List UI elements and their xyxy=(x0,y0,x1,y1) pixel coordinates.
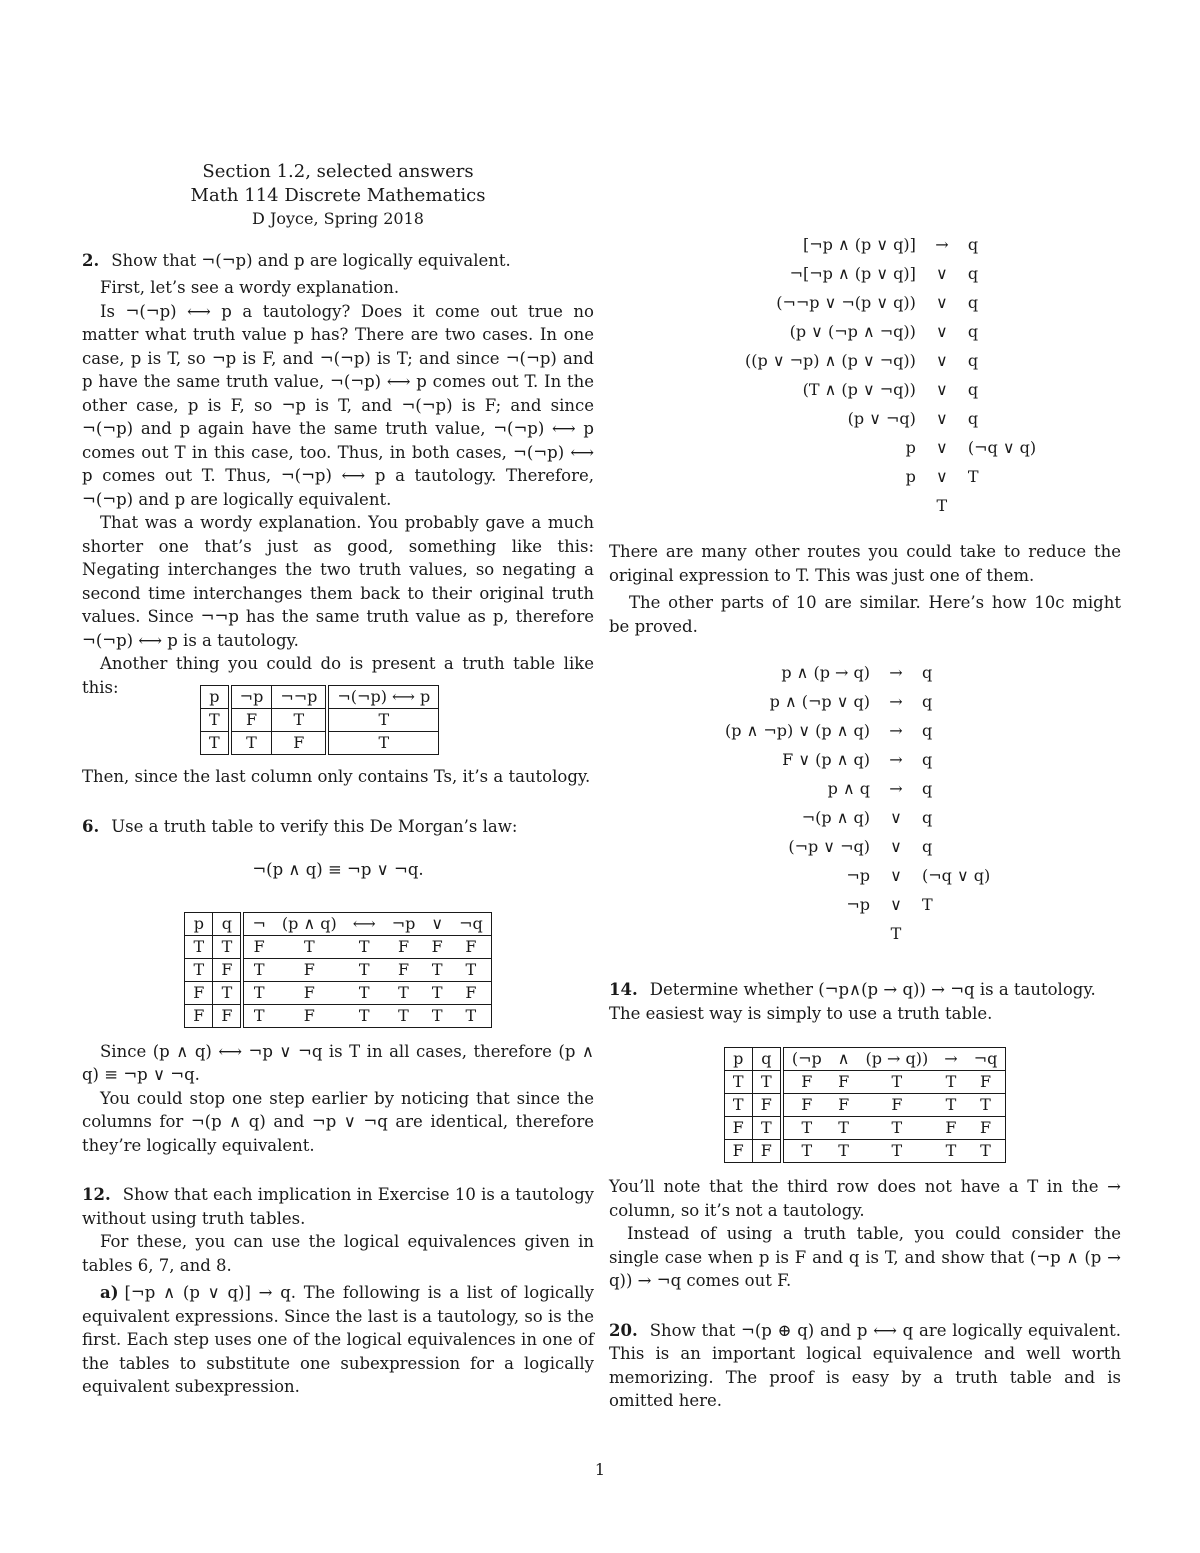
q12-para-1: For these, you can use the logical equivalences given in tables 6, 7, and 8. xyxy=(82,1232,594,1275)
derivation-cell: T xyxy=(967,467,979,486)
q12-para-2: There are many other routes you could take to reduce the original expression to T. This was just one of them. xyxy=(609,542,1121,585)
q12-part-a-label: a) xyxy=(100,1283,119,1302)
derivation-cell: q xyxy=(922,779,933,798)
table-cell: T xyxy=(423,981,451,1004)
q12-part-a xyxy=(82,1281,594,1399)
derivation-row xyxy=(739,404,1042,433)
table-cell: F xyxy=(830,1094,858,1117)
table-cell: T xyxy=(936,1094,965,1117)
derivation-cell: ∨ xyxy=(936,409,948,428)
table-row xyxy=(201,732,439,755)
derivation-cell: ∨ xyxy=(936,467,948,486)
table-cell: F xyxy=(185,981,213,1004)
derivation-row xyxy=(719,716,996,745)
table-header-cell: ¬q xyxy=(451,912,491,935)
table-cell: T xyxy=(345,935,384,958)
q12-prompt: Show that each implication in Exercise 10 is a tautology without using truth tables. xyxy=(82,1185,594,1228)
derivation-cell: q xyxy=(922,808,933,827)
derivation-row xyxy=(739,462,1042,491)
q12-part-a-text: [¬p ∧ (p ∨ q)] → q. The following is a list of logically equivalent expressions. Since the last is a tautology, so is the first. Each step uses one of the logical equivalences in one of the tables to substitute one subexpression for a logically equivalent subexpression. xyxy=(82,1283,594,1396)
table-cell: F xyxy=(213,958,243,981)
table-header-cell: ∧ xyxy=(830,1048,858,1071)
derivation-cell: ((p ∨ ¬p) ∧ (p ∨ ¬q)) xyxy=(745,351,916,370)
q14-para-0: The easiest way is simply to use a truth table. xyxy=(609,1003,993,1023)
derivation-cell: T xyxy=(936,496,948,515)
q2-para-2: Is ¬(¬p) ⟷ p a tautology? Does it come out true no matter what truth value p has? There are two cases. In one case, p is T, so ¬p is F, and ¬(¬p) is T; and since ¬(¬p) and p have the same truth value, ¬(¬p) ⟷ p comes out T. In the other case, p is F, so ¬p is T, and ¬(¬p) is F; and since ¬(¬p) and p again have the same truth value, ¬(¬p) ⟷ p comes out T in this case, too. Thus, in both cases, ¬(¬p) ⟷ p comes out T. Thus, ¬(¬p) ⟷ p a tautology. Therefore, ¬(¬p) and p are logically equivalent. xyxy=(82,301,594,509)
table-cell: F xyxy=(272,732,328,755)
table-cell: T xyxy=(451,958,491,981)
derivation-cell: q xyxy=(922,750,933,769)
derivation-cell: ∨ xyxy=(890,808,902,827)
left-column xyxy=(82,160,594,1399)
table-cell: T xyxy=(345,1004,384,1027)
table-cell: F xyxy=(213,1004,243,1027)
table-cell: F xyxy=(966,1071,1006,1094)
author-line: D Joyce, Spring 2018 xyxy=(252,209,424,228)
table-header-row xyxy=(185,912,491,935)
table-cell: T xyxy=(345,958,384,981)
q2-para-1: First, let’s see a wordy explanation. xyxy=(100,278,400,297)
table-cell: T xyxy=(423,1004,451,1027)
q6-prompt: Use a truth table to verify this De Morgan’s law: xyxy=(111,816,518,836)
table-header-cell: ¬p xyxy=(384,912,424,935)
table-cell: T xyxy=(327,709,438,732)
table-header-cell: ¬q xyxy=(966,1048,1006,1071)
table-cell: T xyxy=(857,1140,936,1163)
table-header-cell: p xyxy=(201,686,230,709)
derivation-row xyxy=(739,433,1042,462)
table-row xyxy=(185,981,491,1004)
derivation-row xyxy=(719,861,996,890)
q20-prompt: Show that ¬(p ⊕ q) and p ⟷ q are logically equivalent. This is an important logical equivalence and well worth memorizing. The proof is easy by a truth table and is omitted here. xyxy=(609,1320,1121,1410)
q2-number: 2. xyxy=(82,250,100,270)
derivation-cell: ¬[¬p ∧ (p ∨ q)] xyxy=(789,264,916,283)
derivation-row xyxy=(739,491,1042,520)
derivation-cell: F ∨ (p ∧ q) xyxy=(782,750,870,769)
table-cell: F xyxy=(423,935,451,958)
table-cell: T xyxy=(752,1071,782,1094)
table-cell: T xyxy=(966,1094,1006,1117)
table-cell: T xyxy=(936,1071,965,1094)
table-cell: F xyxy=(936,1117,965,1140)
table-cell: F xyxy=(830,1071,858,1094)
derivation-cell: (p ∧ ¬p) ∨ (p ∧ q) xyxy=(725,721,870,740)
table-cell: F xyxy=(782,1071,830,1094)
q12-para-3: The other parts of 10 are similar. Here’s how 10c might be proved. xyxy=(609,593,1121,636)
derivation-cell: ∨ xyxy=(936,380,948,399)
derivation-row xyxy=(739,288,1042,317)
table-header-cell: ¬¬p xyxy=(272,686,328,709)
table-row xyxy=(724,1140,1006,1163)
page-number: 1 xyxy=(594,1460,606,1479)
table-cell: F xyxy=(451,935,491,958)
q12-heading xyxy=(82,1183,594,1230)
q2-para-3: That was a wordy explanation. You probably gave a much shorter one that’s just as good, something like this: Negating interchanges the two truth values, so negating a second time interchanges them back to their original truth values. Since ¬¬p has the same truth value as p, therefore ¬(¬p) ⟷ p is a tautology. xyxy=(82,513,594,650)
table-cell: T xyxy=(213,935,243,958)
derivation-cell: ¬p xyxy=(846,866,870,885)
table-cell: T xyxy=(384,1004,424,1027)
derivation-cell: p ∧ (¬p ∨ q) xyxy=(769,692,870,711)
derivation-row xyxy=(719,774,996,803)
table-row xyxy=(185,1004,491,1027)
table-row xyxy=(724,1094,1006,1117)
table-header-cell: ⟷ xyxy=(345,912,384,935)
derivation-cell: ∨ xyxy=(890,837,902,856)
derivation-row xyxy=(719,832,996,861)
table-cell: F xyxy=(274,981,345,1004)
table-row xyxy=(185,935,491,958)
table-cell: T xyxy=(213,981,243,1004)
table-cell: F xyxy=(274,1004,345,1027)
q2-prompt: Show that ¬(¬p) and p are logically equivalent. xyxy=(111,250,511,270)
derivation-row xyxy=(719,890,996,919)
table-cell: T xyxy=(274,935,345,958)
table-cell: F xyxy=(242,935,273,958)
derivation-cell: q xyxy=(967,322,979,341)
derivation-row xyxy=(739,346,1042,375)
table-header-cell: p xyxy=(185,912,213,935)
derivation-cell: q xyxy=(922,721,933,740)
q6-truth-table xyxy=(184,912,491,1028)
derivation-cell: q xyxy=(967,409,979,428)
derivation-cell: q xyxy=(922,692,933,711)
derivation-cell: (¬q ∨ q) xyxy=(922,866,991,885)
table-cell: T xyxy=(185,935,213,958)
derivation-cell: T xyxy=(890,924,902,943)
derivation-cell: ∨ xyxy=(936,438,948,457)
q12-number: 12. xyxy=(82,1185,111,1204)
table-cell: T xyxy=(830,1140,858,1163)
table-cell: T xyxy=(966,1140,1006,1163)
table-cell: F xyxy=(724,1117,752,1140)
derivation-cell: q xyxy=(922,663,933,682)
document-header xyxy=(82,160,594,231)
page-title: Section 1.2, selected answers xyxy=(202,161,474,182)
derivation-cell: p xyxy=(905,438,916,457)
table-cell: T xyxy=(936,1140,965,1163)
derivation-cell: [¬p ∧ (p ∨ q)] xyxy=(803,235,916,254)
derivation-row xyxy=(739,259,1042,288)
table-cell: T xyxy=(423,958,451,981)
q14-prompt: Determine whether (¬p∧(p → q)) → ¬q is a tautology. xyxy=(649,980,1096,999)
table-cell: T xyxy=(185,958,213,981)
table-cell: F xyxy=(966,1117,1006,1140)
right-column-content xyxy=(609,230,1121,1413)
table-cell: T xyxy=(242,958,273,981)
table-header-row xyxy=(201,686,439,709)
derivation-cell: ¬p xyxy=(846,895,870,914)
q20-heading xyxy=(609,1319,1121,1413)
derivation-cell: q xyxy=(967,293,979,312)
derivation-cell xyxy=(916,919,996,948)
table-cell: F xyxy=(451,981,491,1004)
table-header-cell: q xyxy=(752,1048,782,1071)
course-name: Math 114 Discrete Mathematics xyxy=(190,184,486,206)
table-header-cell: (p ∧ q) xyxy=(274,912,345,935)
table-header-cell: → xyxy=(936,1048,965,1071)
derivation-cell: q xyxy=(967,380,979,399)
table-cell: T xyxy=(830,1117,858,1140)
q14-para-1: You’ll note that the third row does not have a T in the → column, so it’s not a tautology. xyxy=(609,1177,1121,1220)
derivation-cell: ∨ xyxy=(936,293,948,312)
derivation-row xyxy=(739,375,1042,404)
table-cell: T xyxy=(242,981,273,1004)
derivation-cell: → xyxy=(889,663,903,682)
table-cell: T xyxy=(201,732,230,755)
q6-para-2: You could stop one step earlier by noticing that since the columns for ¬(p ∧ q) and ¬p ∨ ¬q are identical, therefore they’re logically equivalent. xyxy=(82,1088,594,1155)
q2-para-4: Another thing you could do is present a truth table like this: xyxy=(82,654,594,697)
table-cell: T xyxy=(201,709,230,732)
table-cell: T xyxy=(327,732,438,755)
derivation-row xyxy=(739,230,1042,259)
table-header-row xyxy=(724,1048,1006,1071)
table-row xyxy=(185,958,491,981)
derivation-cell: ¬(p ∧ q) xyxy=(801,808,870,827)
q14-para-2: Instead of using a truth table, you could consider the single case when p is F and q is T, and show that (¬p ∧ (p → q)) → ¬q comes out F. xyxy=(609,1224,1121,1290)
derivation-cell: (p ∨ ¬q) xyxy=(847,409,916,428)
derivation-cell xyxy=(719,919,876,948)
table-cell: F xyxy=(185,1004,213,1027)
table-header-cell: ¬ xyxy=(242,912,273,935)
table-cell: T xyxy=(857,1071,936,1094)
table-cell: F xyxy=(857,1094,936,1117)
q14-heading xyxy=(609,978,1121,1002)
derivation-cell: p ∧ q xyxy=(827,779,870,798)
table-cell: F xyxy=(782,1094,830,1117)
q6-number: 6. xyxy=(82,816,100,836)
q12-derivation-a xyxy=(739,230,1042,520)
table-cell: F xyxy=(752,1094,782,1117)
table-cell: T xyxy=(857,1117,936,1140)
table-cell: F xyxy=(724,1140,752,1163)
table-header-cell: ¬(¬p) ⟷ p xyxy=(327,686,438,709)
derivation-cell: p xyxy=(905,467,916,486)
derivation-row xyxy=(719,658,996,687)
table-cell: T xyxy=(782,1140,830,1163)
table-cell: F xyxy=(752,1140,782,1163)
table-cell: F xyxy=(384,958,424,981)
derivation-cell: q xyxy=(967,264,979,283)
derivation-cell: (¬p ∨ ¬q) xyxy=(788,837,870,856)
derivation-cell: (T ∧ (p ∨ ¬q)) xyxy=(802,380,916,399)
derivation-cell: (¬¬p ∨ ¬(p ∨ q)) xyxy=(776,293,916,312)
table-cell: T xyxy=(384,981,424,1004)
table-cell: T xyxy=(782,1117,830,1140)
table-cell: T xyxy=(272,709,328,732)
table-cell: F xyxy=(384,935,424,958)
derivation-cell: (p ∨ (¬p ∧ ¬q)) xyxy=(789,322,916,341)
table-row xyxy=(724,1117,1006,1140)
derivation-row xyxy=(719,745,996,774)
q6-para-1: Since (p ∧ q) ⟷ ¬p ∨ ¬q is T in all cases, therefore (p ∧ q) ≡ ¬p ∨ ¬q. xyxy=(82,1041,594,1084)
table-header-cell: (p → q)) xyxy=(857,1048,936,1071)
derivation-cell: → xyxy=(889,750,903,769)
derivation-row xyxy=(719,803,996,832)
derivation-cell: T xyxy=(922,895,933,914)
derivation-cell: ∨ xyxy=(936,264,948,283)
table-cell: T xyxy=(242,1004,273,1027)
derivation-cell: q xyxy=(967,351,979,370)
q6-law: ¬(p ∧ q) ≡ ¬p ∨ ¬q. xyxy=(252,860,424,879)
derivation-cell xyxy=(739,491,922,520)
table-header-cell: ¬p xyxy=(230,686,272,709)
table-cell: T xyxy=(752,1117,782,1140)
derivation-row xyxy=(719,687,996,716)
q20-number: 20. xyxy=(609,1320,638,1340)
table-cell: F xyxy=(230,709,272,732)
q14-truth-table xyxy=(724,1047,1007,1163)
derivation-cell: → xyxy=(889,692,903,711)
q2-heading xyxy=(82,249,594,273)
table-header-cell: ∨ xyxy=(423,912,451,935)
derivation-cell: → xyxy=(889,721,903,740)
q6-heading xyxy=(82,815,594,839)
q12-derivation-c xyxy=(719,658,996,948)
derivation-cell: → xyxy=(889,779,903,798)
table-row xyxy=(201,709,439,732)
derivation-row xyxy=(719,919,996,948)
q2-para-5: Then, since the last column only contains Ts, it’s a tautology. xyxy=(82,767,591,786)
table-header-cell: p xyxy=(724,1048,752,1071)
table-header-cell: q xyxy=(213,912,243,935)
derivation-cell: ∨ xyxy=(890,895,902,914)
table-cell: T xyxy=(345,981,384,1004)
derivation-row xyxy=(739,317,1042,346)
table-cell: F xyxy=(274,958,345,981)
derivation-cell: (¬q ∨ q) xyxy=(967,438,1037,457)
q2-truth-table xyxy=(200,685,439,755)
q14-number: 14. xyxy=(609,980,638,999)
table-row xyxy=(724,1071,1006,1094)
derivation-cell: q xyxy=(922,837,933,856)
derivation-cell: q xyxy=(967,235,979,254)
derivation-cell: ∨ xyxy=(890,866,902,885)
table-cell: T xyxy=(451,1004,491,1027)
derivation-cell: ∨ xyxy=(936,322,948,341)
derivation-cell: → xyxy=(935,235,949,254)
table-cell: T xyxy=(724,1071,752,1094)
table-header-cell: (¬p xyxy=(782,1048,830,1071)
derivation-cell xyxy=(962,491,1042,520)
derivation-cell: ∨ xyxy=(936,351,948,370)
table-cell: T xyxy=(724,1094,752,1117)
derivation-cell: p ∧ (p → q) xyxy=(781,663,870,682)
table-cell: T xyxy=(230,732,272,755)
